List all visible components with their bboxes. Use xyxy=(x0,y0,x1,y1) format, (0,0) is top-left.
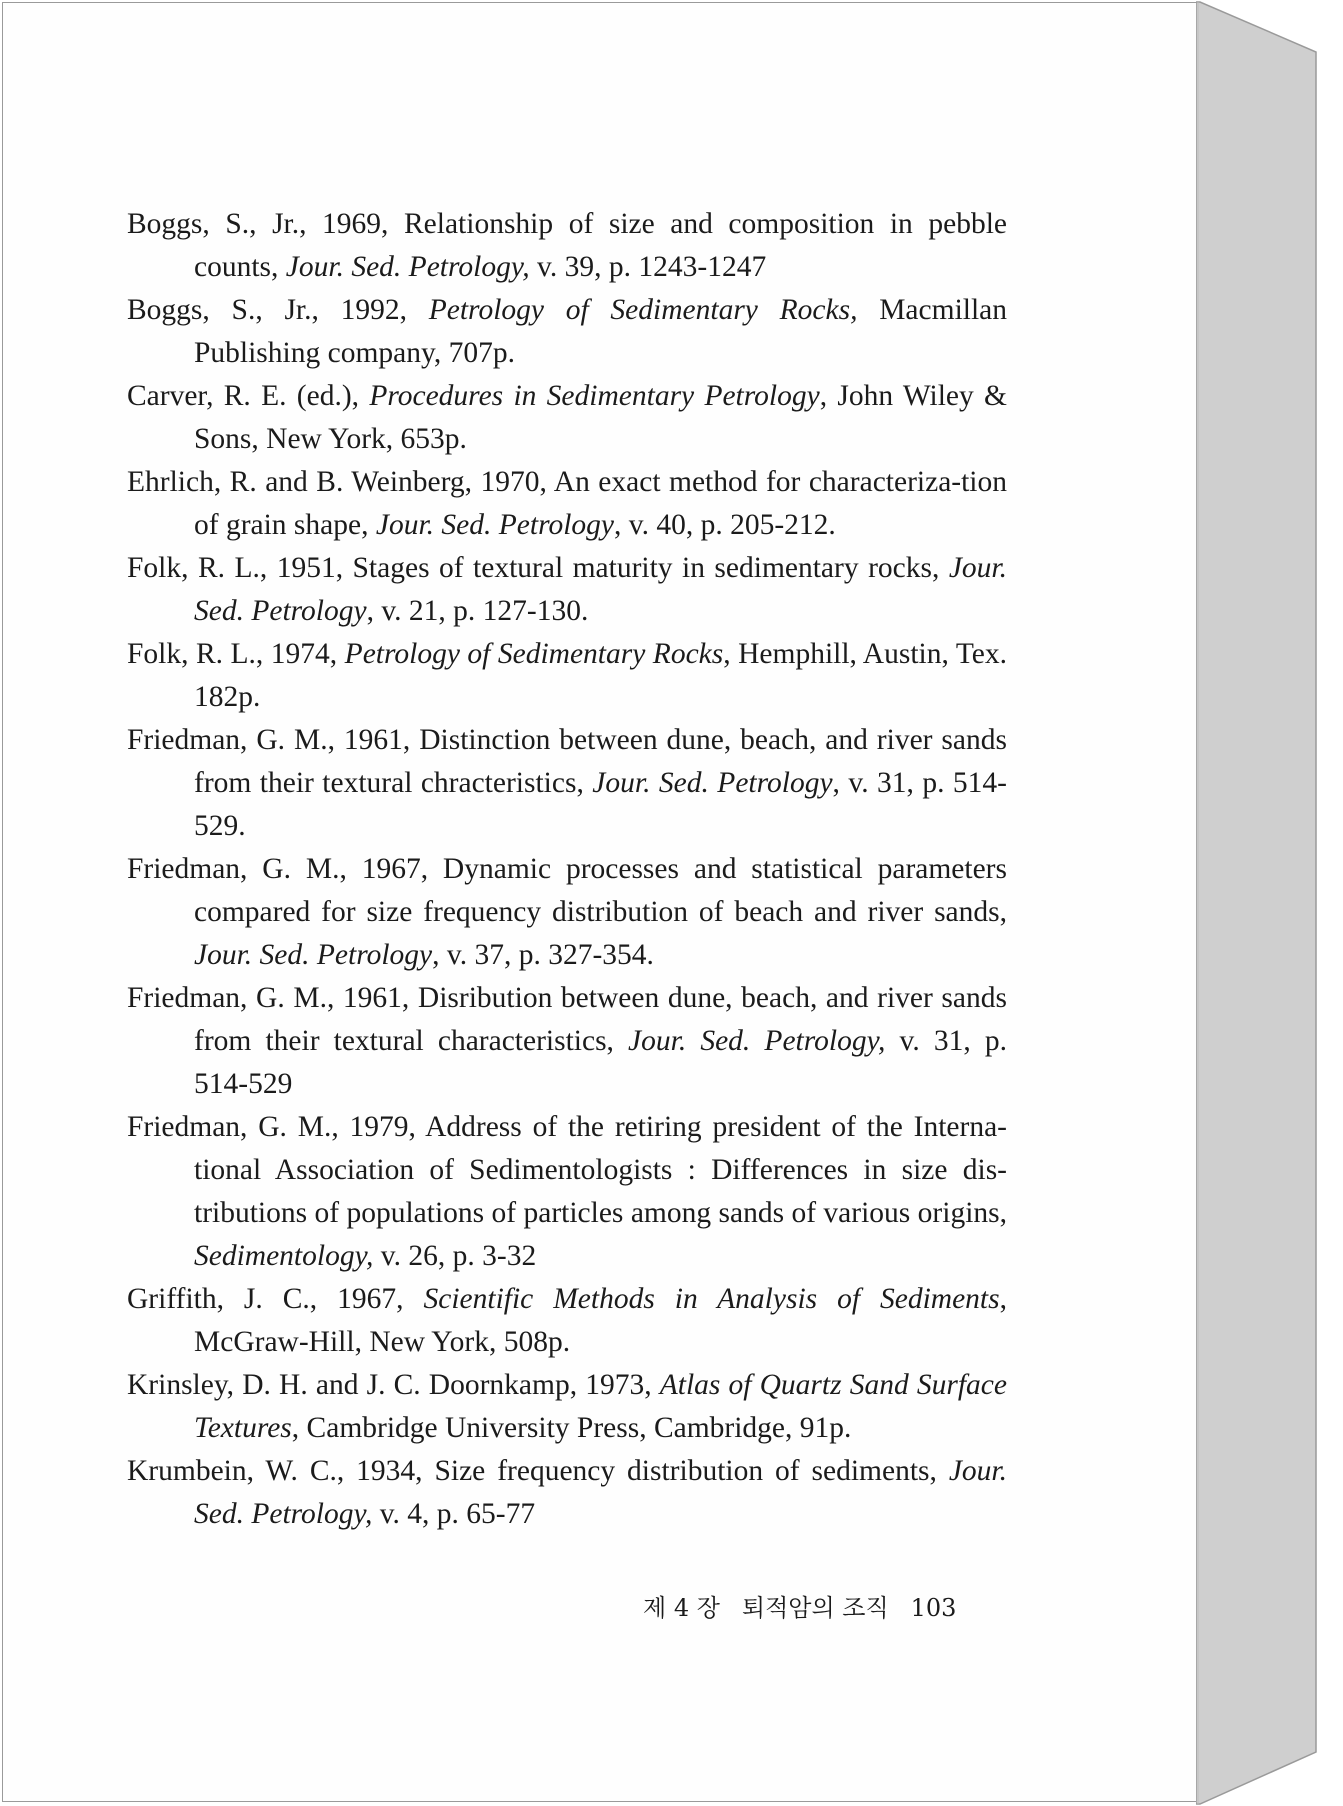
reference-item: Friedman, G. M., 1967, Dynamic processes and statistical parameters compared for size frequency distribution of beach and river sands, Jour. Sed. Petrology, v. 37, p. 327-354. xyxy=(127,853,1007,971)
reference-item: Ehrlich, R. and B. Weinberg, 1970, An exact method for characteriza-tion of grain shape, Jour. Sed. Petrology, v. 40, p. 205-212. xyxy=(127,466,1007,541)
reference-item: Krinsley, D. H. and J. C. Doornkamp, 1973, Atlas of Quartz Sand Surface Textures, Cambridge University Press, Cambridge, 91p. xyxy=(127,1369,1007,1444)
chapter-title: 퇴적암의 조직 xyxy=(741,1594,889,1622)
chapter-label: 제 4 장 xyxy=(643,1594,720,1622)
reference-item: Friedman, G. M., 1979, Address of the retiring president of the Interna-tional Association of Sedimentologists : Differences in size dis-tributions of populations of particles among sands of various origins, Sedimentology, v. 26, p. 3-32 xyxy=(127,1111,1007,1272)
reference-list xyxy=(127,203,1007,1536)
reference-item: Carver, R. E. (ed.), Procedures in Sedimentary Petrology, John Wiley & Sons, New York, 653p. xyxy=(127,380,1007,455)
book-page xyxy=(2,2,1198,1802)
book-edge-shadow xyxy=(1196,0,1343,1806)
reference-item: Folk, R. L., 1974, Petrology of Sedimentary Rocks, Hemphill, Austin, Tex. 182p. xyxy=(127,638,1007,713)
reference-item: Boggs, S., Jr., 1992, Petrology of Sedimentary Rocks, Macmillan Publishing company, 707p. xyxy=(127,294,1007,369)
page-footer xyxy=(643,1588,983,1623)
reference-item: Krumbein, W. C., 1934, Size frequency distribution of sediments, Jour. Sed. Petrology, v. 4, p. 65-77 xyxy=(127,1455,1007,1530)
reference-item: Friedman, G. M., 1961, Distinction between dune, beach, and river sands from their textural chracteristics, Jour. Sed. Petrology, v. 31, p. 514-529. xyxy=(127,724,1007,842)
reference-item: Griffith, J. C., 1967, Scientific Methods in Analysis of Sediments, McGraw-Hill, New York, 508p. xyxy=(127,1283,1007,1358)
reference-item: Friedman, G. M., 1961, Disribution between dune, beach, and river sands from their textural characteristics, Jour. Sed. Petrology, v. 31, p. 514-529 xyxy=(127,982,1007,1100)
page-number: 103 xyxy=(910,1594,957,1622)
reference-item: Boggs, S., Jr., 1969, Relationship of size and composition in pebble counts, Jour. Sed. Petrology, v. 39, p. 1243-1247 xyxy=(127,208,1007,283)
reference-item: Folk, R. L., 1951, Stages of textural maturity in sedimentary rocks, Jour. Sed. Petrology, v. 21, p. 127-130. xyxy=(127,552,1007,627)
